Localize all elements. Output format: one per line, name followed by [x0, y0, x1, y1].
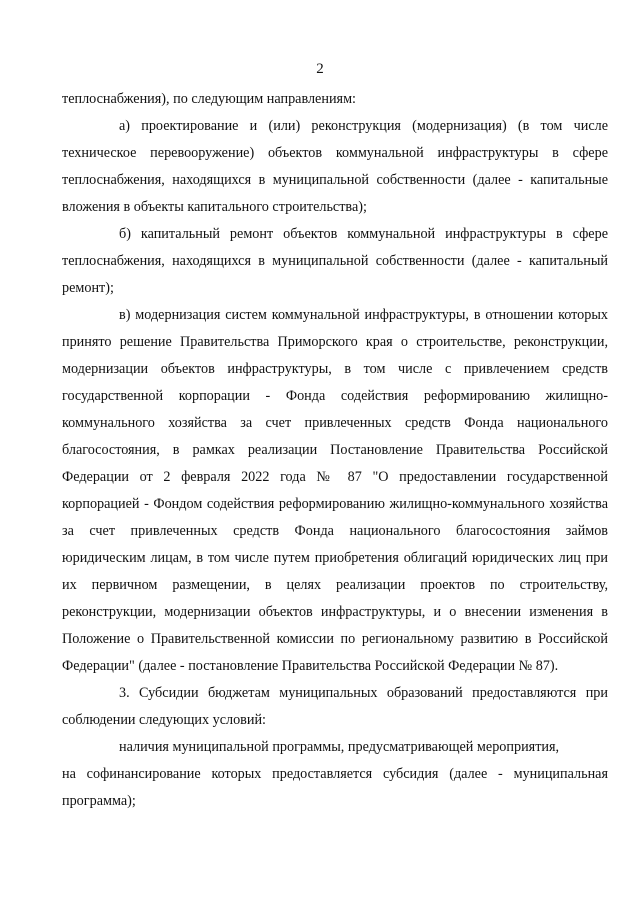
paragraph-condition-line: наличия муниципальной программы, предусматривающей мероприятия,	[119, 739, 560, 755]
paragraph-condition-continuation: на софинансирование которых предоставляется субсидия (далее - муниципальная программа);	[62, 766, 608, 809]
paragraph-item-b: б) капитальный ремонт объектов коммунальной инфраструктуры в сфере теплоснабжения, находящихся в муниципальной собственности (далее - капитальный ремонт);	[62, 226, 608, 296]
page-number: 2	[316, 61, 324, 77]
paragraph-clause-3: 3. Субсидии бюджетам муниципальных образований предоставляются при соблюдении следующих условий:	[62, 685, 608, 728]
paragraph-item-a: а) проектирование и (или) реконструкция (модернизация) (в том числе техническое перевооружение) объектов коммунальной инфраструктуры в сфере теплоснабжения, находящихся в муниципальной собственности (далее - капитальные вложения в объекты капитального строительства);	[62, 118, 608, 215]
paragraph-continuation: теплоснабжения), по следующим направлениям:	[62, 91, 356, 107]
paragraph-item-c: в) модернизация систем коммунальной инфраструктуры, в отношении которых принято решение Правительства Приморского края о строительстве, реконструкции, модернизации объектов инфраструктуры, в том числе с привлечением средств государственной корпорации - Фонда содействия реформированию жилищно-коммунального хозяйства за счет привлеченных средств Фонда национального благосостояния, в рамках реализации Постановление Правительства Российской Федерации от 2 февраля 2022 года № 87 "О предоставлении государственной корпорацией - Фондом содействия реформированию жилищно-коммунального хозяйства за счет привлеченных средств Фонда национального благосостояния займов юридическим лицам, в том числе путем приобретения облигаций юридических лиц при их первичном размещении, в целях реализации проектов по строительству, реконструкции, модернизации объектов инфраструктуры, и о внесении изменения в Положение о Правительственной комиссии по региональному развитию в Российской Федерации" (далее - постановление Правительства Российской Федерации № 87).	[62, 307, 608, 674]
document-body	[62, 86, 608, 815]
